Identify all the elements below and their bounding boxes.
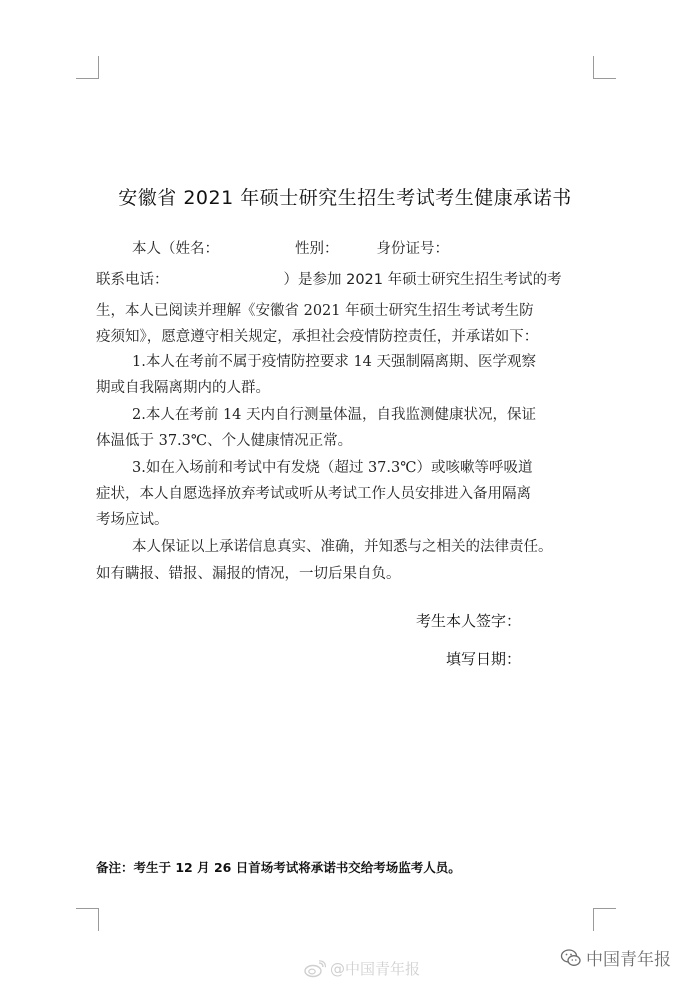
weibo-icon — [304, 960, 326, 978]
weibo-watermark-text: @中国青年报 — [330, 960, 421, 978]
date-label: 填写日期： — [446, 650, 522, 668]
crop-mark-top-right — [593, 56, 616, 79]
pledge-item-3-cont: 症状，本人自愿选择放弃考试或听从考试工作人员安排进入备用隔离 — [96, 486, 531, 502]
pledge-item-2: 2.本人在考前 14 天内自行测量体温，自我监测健康状况，保证 — [132, 407, 537, 423]
crop-mark-bottom-left — [76, 908, 99, 931]
pledge-item-3: 3.如在入场前和考试中有发烧（超过 37.3℃）或咳嗽等呼吸道 — [132, 460, 533, 476]
pledge-item-3-cont: 考场应试。 — [96, 512, 169, 528]
guarantee-line: 本人保证以上承诺信息真实、准确，并知悉与之相关的法律责任。 — [132, 539, 553, 555]
pledge-item-1-cont: 期或自我隔离期内的人群。 — [96, 380, 270, 396]
document-title: 安徽省 2021 年硕士研究生招生考试考生健康承诺书 — [118, 187, 572, 209]
gender-label: 性别： — [295, 241, 339, 257]
account-watermark — [560, 945, 671, 970]
id-label: 身份证号： — [376, 241, 449, 257]
wechat-icon — [560, 948, 582, 968]
phone-line — [96, 270, 562, 290]
phone-line-rest: ）是参加 2021 年硕士研究生招生考试的考 — [283, 272, 562, 288]
identity-line — [132, 239, 449, 259]
crop-mark-top-left — [76, 56, 99, 79]
pledge-item-1: 1.本人在考前不属于疫情防控要求 14 天强制隔离期、医学观察 — [132, 354, 537, 370]
name-label: 本人（姓名： — [132, 241, 219, 257]
weibo-watermark — [304, 958, 420, 979]
pledge-item-2-cont: 体温低于 37.3℃、个人健康情况正常。 — [96, 433, 353, 449]
account-watermark-text: 中国青年报 — [586, 950, 671, 970]
crop-mark-bottom-right — [593, 908, 616, 931]
signer-label: 考生本人签字： — [416, 612, 522, 630]
body-line: 生，本人已阅读并理解《安徽省 2021 年硕士研究生招生考试考生防 — [96, 303, 534, 319]
phone-label: 联系电话： — [96, 272, 169, 288]
guarantee-line-cont: 如有瞒报、错报、漏报的情况，一切后果自负。 — [96, 566, 401, 582]
body-line: 疫须知》，愿意遵守相关规定，承担社会疫情防控责任，并承诺如下： — [96, 329, 539, 345]
footnote: 备注：考生于 12 月 26 日首场考试将承诺书交给考场监考人员。 — [96, 860, 461, 875]
